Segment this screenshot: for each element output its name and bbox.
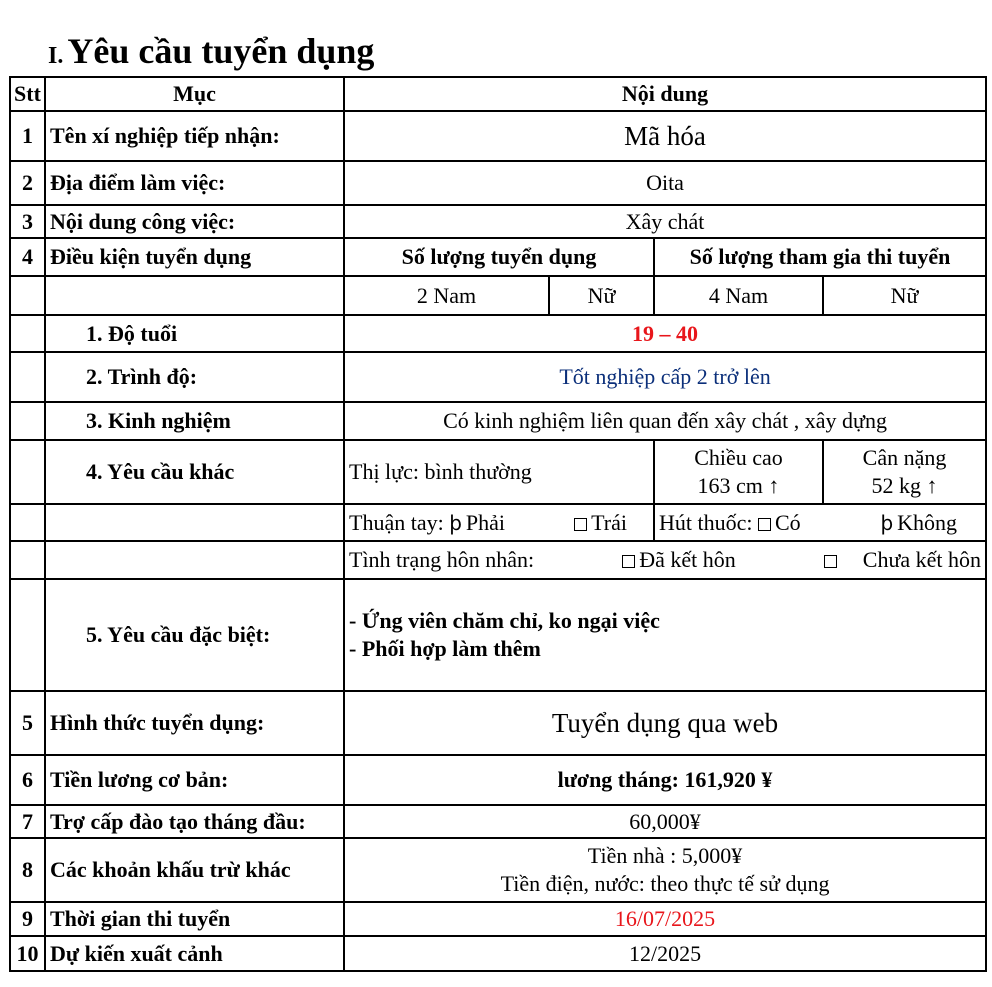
table-row <box>10 238 986 276</box>
job-content-value: Xây chát <box>344 205 986 238</box>
header-stt: Stt <box>10 77 45 111</box>
exam-date-value: 16/07/2025 <box>344 902 986 936</box>
recruitment-table <box>9 76 987 972</box>
company-name-value: Mã hóa <box>344 111 986 161</box>
departure-date-value: 12/2025 <box>344 936 986 971</box>
recruit-male: 2 Nam <box>344 276 549 315</box>
height-value: 163 cm ↑ <box>697 473 780 498</box>
row-label: Nội dung công việc: <box>45 205 344 238</box>
row-label: Tên xí nghiệp tiếp nhận: <box>45 111 344 161</box>
row-label: Điều kiện tuyển dụng <box>45 238 344 276</box>
married-option: Đã kết hôn <box>639 547 736 572</box>
section-heading <box>48 30 374 72</box>
row-number: 8 <box>10 838 45 902</box>
section-title: Yêu cầu tuyển dụng <box>67 31 375 71</box>
workplace-value: Oita <box>344 161 986 205</box>
exam-count-header: Số lượng tham gia thi tuyển <box>654 238 986 276</box>
row-number: 6 <box>10 755 45 805</box>
row-label: 2. Trình độ: <box>45 352 344 402</box>
row-number: 7 <box>10 805 45 838</box>
recruitment-method-value: Tuyển dụng qua web <box>344 691 986 755</box>
height-cell <box>654 440 823 504</box>
checked-icon: þ <box>449 510 462 535</box>
table-row <box>10 315 986 352</box>
table-row <box>10 755 986 805</box>
marital-cell <box>344 541 986 579</box>
table-header-row <box>10 77 986 111</box>
checkbox-icon <box>622 555 635 568</box>
table-row <box>10 111 986 161</box>
table-row <box>10 504 986 541</box>
weight-cell <box>823 440 986 504</box>
row-label: Dự kiến xuất cảnh <box>45 936 344 971</box>
table-row <box>10 440 986 504</box>
special-line-2: - Phối hợp làm thêm <box>349 636 541 661</box>
row-label: 3. Kinh nghiệm <box>45 402 344 440</box>
table-row <box>10 936 986 971</box>
recruit-female: Nữ <box>549 276 654 315</box>
age-range-value: 19 – 40 <box>344 315 986 352</box>
experience-value: Có kinh nghiệm liên quan đến xây chát , xây dựng <box>344 402 986 440</box>
row-label: Các khoản khấu trừ khác <box>45 838 344 902</box>
checked-icon: þ <box>880 510 894 535</box>
row-number: 10 <box>10 936 45 971</box>
row-number: 2 <box>10 161 45 205</box>
exam-female: Nữ <box>823 276 986 315</box>
smoke-no-option: Không <box>897 509 958 535</box>
row-number: 9 <box>10 902 45 936</box>
table-row <box>10 352 986 402</box>
special-line-1: - Ứng viên chăm chỉ, ko ngại việc <box>349 608 660 633</box>
table-row <box>10 902 986 936</box>
table-row <box>10 205 986 238</box>
handedness-cell <box>344 504 654 541</box>
table-row <box>10 838 986 902</box>
header-muc: Mục <box>45 77 344 111</box>
table-row <box>10 579 986 691</box>
single-option: Chưa kết hôn <box>862 547 982 572</box>
hand-left-option: Trái <box>591 509 627 535</box>
table-row <box>10 541 986 579</box>
weight-value: 52 kg ↑ <box>871 473 938 498</box>
deductions-value <box>344 838 986 902</box>
row-label: Tiền lương cơ bản: <box>45 755 344 805</box>
row-number: 1 <box>10 111 45 161</box>
header-noidung: Nội dung <box>344 77 986 111</box>
vision-value: Thị lực: bình thường <box>344 440 654 504</box>
hand-right-option: Phải <box>465 509 506 535</box>
row-label: 5. Yêu cầu đặc biệt: <box>45 579 344 691</box>
height-label: Chiều cao <box>694 445 783 470</box>
table-row <box>10 276 986 315</box>
row-label: 4. Yêu cầu khác <box>45 440 344 504</box>
row-label: Địa điểm làm việc: <box>45 161 344 205</box>
exam-male: 4 Nam <box>654 276 823 315</box>
row-number: 5 <box>10 691 45 755</box>
education-value: Tốt nghiệp cấp 2 trở lên <box>344 352 986 402</box>
smoking-cell <box>654 504 986 541</box>
table-row <box>10 161 986 205</box>
special-requirements <box>344 579 986 691</box>
checkbox-icon <box>758 518 771 531</box>
table-row <box>10 402 986 440</box>
smoke-yes-option: Có <box>775 509 801 535</box>
training-allowance-value: 60,000¥ <box>344 805 986 838</box>
row-label: Hình thức tuyển dụng: <box>45 691 344 755</box>
marital-label: Tình trạng hôn nhân: <box>349 547 535 572</box>
recruit-count-header: Số lượng tuyển dụng <box>344 238 654 276</box>
salary-value: lương tháng: 161,920 ¥ <box>344 755 986 805</box>
checkbox-icon <box>574 518 587 531</box>
row-label: Trợ cấp đào tạo tháng đầu: <box>45 805 344 838</box>
table-row <box>10 691 986 755</box>
section-number: I. <box>48 43 64 69</box>
row-number: 3 <box>10 205 45 238</box>
smoking-label: Hút thuốc: <box>659 509 753 535</box>
table-row <box>10 805 986 838</box>
checkbox-icon <box>824 555 837 568</box>
handedness-label: Thuận tay: <box>349 509 444 535</box>
row-number: 4 <box>10 238 45 276</box>
deduction-line-2: Tiền điện, nước: theo thực tế sử dụng <box>500 871 830 896</box>
row-label: 1. Độ tuổi <box>45 315 344 352</box>
row-label: Thời gian thi tuyển <box>45 902 344 936</box>
weight-label: Cân nặng <box>862 445 947 470</box>
deduction-line-1: Tiền nhà : 5,000¥ <box>587 843 743 868</box>
